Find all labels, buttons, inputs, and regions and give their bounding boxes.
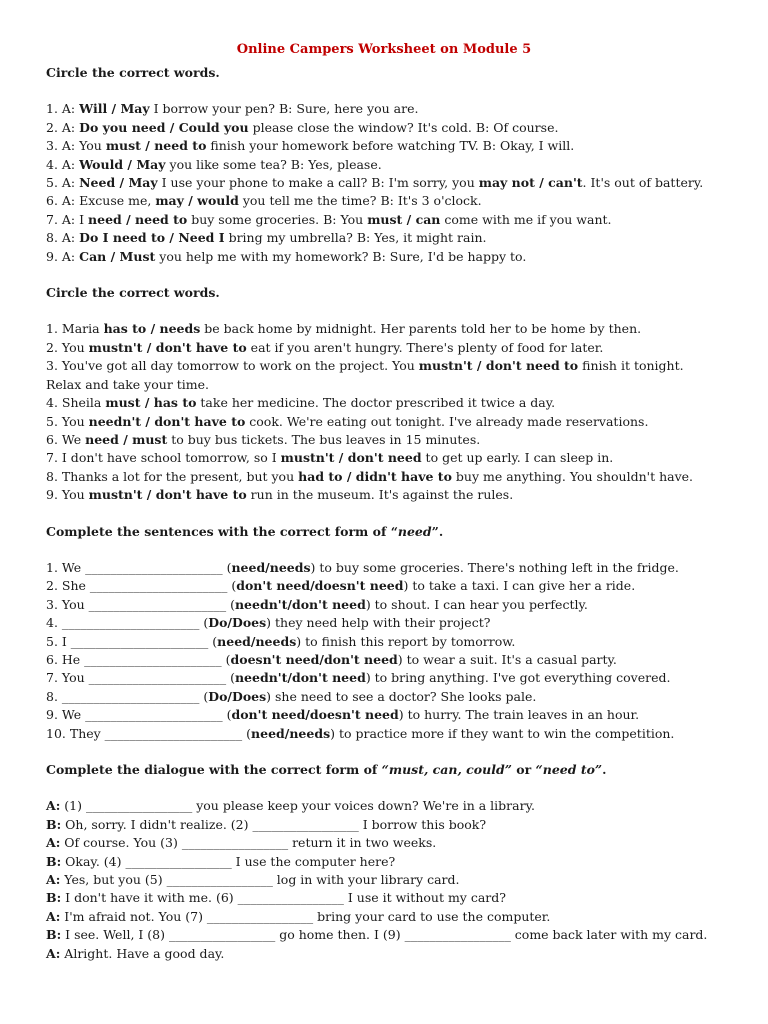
exercise-item <box>46 174 722 192</box>
text-run: ) they need help with their project? <box>266 615 491 631</box>
text-run: I don't have it with me. (6) _________________ I use it without my card? <box>61 890 506 906</box>
bold-text-run: A: <box>46 945 61 961</box>
text-run: ) to take a taxi. I can give her a ride. <box>403 578 636 594</box>
text-run: 4. A: <box>46 156 80 172</box>
text-run: to buy bus tickets. The bus leaves in 15 minutes. <box>167 431 481 447</box>
exercise-item <box>46 229 722 247</box>
exercise-item <box>46 816 722 834</box>
section-heading <box>46 523 722 541</box>
bold-text-run: Do you need / Could you <box>79 119 249 135</box>
bold-text-run: Will / May <box>79 101 150 117</box>
exercise-item <box>46 339 722 357</box>
bold-text-run: needn't/don't need <box>234 596 366 612</box>
exercise-item <box>46 413 722 431</box>
text-run: I'm afraid not. You (7) _________________ bring your card to use the computer. <box>60 908 551 924</box>
exercise-item <box>46 834 722 852</box>
exercise-item <box>46 577 722 595</box>
exercise-item <box>46 853 722 871</box>
text-run: 3. You ______________________ ( <box>46 596 235 612</box>
text-run: 10. They ______________________ ( <box>46 725 252 741</box>
text-run: 3. You've got all day tomorrow to work on the project. You <box>46 358 419 374</box>
text-run: ) to practice more if they want to win the competition. <box>330 725 675 741</box>
bold-text-run: need / must <box>85 431 168 447</box>
text-run: 1. We ______________________ ( <box>46 559 232 575</box>
text-run: 7. I don't have school tomorrow, so I <box>46 450 281 466</box>
text-run: 8. ______________________ ( <box>46 688 209 704</box>
bold-text-run: mustn't / don't need to <box>418 358 579 374</box>
exercise-item <box>46 468 722 486</box>
text-run: Oh, sorry. I didn't realize. (2) _________________ I borrow this book? <box>61 816 487 832</box>
text-run: be back home by midnight. Her parents told her to be home by then. <box>200 321 642 337</box>
text-run: 7. A: I <box>46 211 89 227</box>
text-run: 8. A: <box>46 230 80 246</box>
italic-text-run: “must, can, could” <box>381 762 512 777</box>
text-run: ) she need to see a doctor? She looks pale. <box>266 688 537 704</box>
exercise-item <box>46 156 722 174</box>
exercise-item <box>46 706 722 724</box>
bold-text-run: A: <box>46 908 61 924</box>
text-run: 9. You <box>46 487 89 503</box>
bold-text-run: must / has to <box>105 395 197 411</box>
exercise-item <box>46 908 722 926</box>
text-run: ) to bring anything. I've got everything covered. <box>365 670 671 686</box>
text-run: 4. Sheila <box>46 395 106 411</box>
bold-text-run: had to / didn't have to <box>298 468 452 484</box>
bold-text-run: mustn't / don't need <box>280 450 422 466</box>
section-heading <box>46 761 722 779</box>
bold-text-run: must / can <box>367 211 441 227</box>
bold-text-run: A: <box>46 872 61 888</box>
exercise-item <box>46 486 722 504</box>
text-run: 5. You <box>46 413 89 429</box>
exercise-item <box>46 633 722 651</box>
text-run: Okay. (4) _________________ I use the computer here? <box>61 853 396 869</box>
text-run: finish it tonight. Relax and take your time. <box>46 358 684 392</box>
bold-text-run: may / would <box>155 193 239 209</box>
bold-text-run: need/needs <box>251 725 331 741</box>
exercise-item <box>46 357 722 394</box>
exercise-item <box>46 797 722 815</box>
text-run: finish your homework before watching TV. B: Okay, I will. <box>206 138 575 154</box>
text-run: 2. A: <box>46 119 80 135</box>
text-run: 9. A: <box>46 248 80 264</box>
bold-text-run: must / need to <box>105 138 207 154</box>
text-run: . <box>602 762 607 777</box>
text-run: Of course. You (3) _________________ return it in two weeks. <box>60 835 437 851</box>
text-run: 3. A: You <box>46 138 106 154</box>
bold-text-run: don't need/doesn't need <box>231 707 399 723</box>
text-run: run in the museum. It's against the rules. <box>246 487 514 503</box>
exercise-item <box>46 211 722 229</box>
text-run: 6. He ______________________ ( <box>46 651 231 667</box>
text-run: 2. You <box>46 339 89 355</box>
exercise-item <box>46 320 722 338</box>
text-run: 4. ______________________ ( <box>46 615 209 631</box>
exercise-item <box>46 614 722 632</box>
exercise-item <box>46 596 722 614</box>
text-run: ) to wear a suit. It's a casual party. <box>397 651 617 667</box>
bold-text-run: Do/Does <box>208 688 267 704</box>
bold-text-run: Can / Must <box>79 248 156 264</box>
bold-text-run: Need / May <box>79 175 158 191</box>
text-run: buy me anything. You shouldn't have. <box>451 468 694 484</box>
text-run: you like some tea? B: Yes, please. <box>165 156 382 172</box>
text-run: 6. We <box>46 431 86 447</box>
worksheet-title: Online Campers Worksheet on Module 5 <box>236 42 532 57</box>
bold-text-run: may not / can't <box>478 175 583 191</box>
text-run: 6. A: Excuse me, <box>46 193 156 209</box>
text-run: Complete the sentences with the correct form of “ <box>46 523 398 539</box>
text-run: 9. We ______________________ ( <box>46 707 232 723</box>
text-run: you help me with my homework? B: Sure, I'd be happy to. <box>155 248 527 264</box>
text-run: Complete the dialogue with the correct form of <box>46 762 382 777</box>
bold-text-run: Would / May <box>79 156 166 172</box>
bold-text-run: has to / needs <box>103 321 201 337</box>
text-run: cook. We're eating out tonight. I've already made reservations. <box>245 413 649 429</box>
text-run: 5. A: <box>46 175 80 191</box>
exercise-item <box>46 889 722 907</box>
exercise-item <box>46 669 722 687</box>
text-run: you tell me the time? B: It's 3 o'clock. <box>238 193 482 209</box>
text-run: . It's out of battery. <box>582 175 704 191</box>
text-run: eat if you aren't hungry. There's plenty of food for later. <box>246 339 604 355</box>
bold-text-run: A: <box>46 798 61 814</box>
text-run: (1) _________________ you please keep your voices down? We're in a library. <box>60 798 535 814</box>
italic-text-run: “need to” <box>535 762 603 777</box>
exercise-item <box>46 449 722 467</box>
exercise-item <box>46 559 722 577</box>
bold-text-run: B: <box>46 927 62 943</box>
text-run: Yes, but you (5) _________________ log in with your library card. <box>60 872 460 888</box>
bold-text-run: mustn't / don't have to <box>88 339 247 355</box>
text-run: 7. You ______________________ ( <box>46 670 235 686</box>
exercise-item <box>46 945 722 963</box>
bold-text-run: B: <box>46 853 62 869</box>
exercise-list <box>46 559 722 743</box>
italic-text-run: need <box>397 523 432 539</box>
bold-text-run: needn't / don't have to <box>88 413 246 429</box>
bold-text-run: doesn't need/don't need <box>230 651 398 667</box>
text-run: I see. Well, I (8) _________________ go home then. I (9) _________________ come back later with my card. <box>61 927 708 943</box>
text-run: ) to buy some groceries. There's nothing left in the fridge. <box>310 559 679 575</box>
exercise-item <box>46 431 722 449</box>
section-heading <box>46 64 722 82</box>
text-run: take her medicine. The doctor prescribed it twice a day. <box>196 395 556 411</box>
exercise-item <box>46 192 722 210</box>
bold-text-run: need / need to <box>88 211 188 227</box>
text-run: or <box>511 762 536 777</box>
section-heading <box>46 284 722 302</box>
bold-text-run: Do/Does <box>208 615 267 631</box>
text-run: 2. She ______________________ ( <box>46 578 237 594</box>
text-run: Circle the correct words. <box>46 285 220 301</box>
text-run: come with me if you want. <box>440 211 612 227</box>
text-run: ) to shout. I can hear you perfectly. <box>365 596 588 612</box>
bold-text-run: needn't/don't need <box>234 670 366 686</box>
bold-text-run: mustn't / don't have to <box>88 487 247 503</box>
exercise-item <box>46 871 722 889</box>
text-run: Alright. Have a good day. <box>60 945 225 961</box>
text-run: 1. A: <box>46 101 80 117</box>
worksheet-sections <box>46 64 722 963</box>
text-run: 5. I ______________________ ( <box>46 633 218 649</box>
exercise-list <box>46 797 722 963</box>
text-run: please close the window? It's cold. B: Of course. <box>248 119 559 135</box>
exercise-list <box>46 100 722 266</box>
exercise-item <box>46 651 722 669</box>
text-run: ) to finish this report by tomorrow. <box>296 633 516 649</box>
exercise-item <box>46 725 722 743</box>
exercise-item <box>46 119 722 137</box>
bold-text-run: need/needs <box>217 633 297 649</box>
text-run: 8. Thanks a lot for the present, but you <box>46 468 299 484</box>
text-run: I borrow your pen? B: Sure, here you are. <box>149 101 419 117</box>
text-run: 1. Maria <box>46 321 104 337</box>
bold-text-run: Do I need to / Need I <box>79 230 225 246</box>
text-run: I use your phone to make a call? B: I'm sorry, you <box>157 175 479 191</box>
exercise-item <box>46 926 722 944</box>
exercise-list <box>46 320 722 504</box>
bold-text-run: need/needs <box>231 559 311 575</box>
text-run: to get up early. I can sleep in. <box>421 450 614 466</box>
text-run: bring my umbrella? B: Yes, it might rain. <box>224 230 487 246</box>
text-run: buy some groceries. B: You <box>187 211 368 227</box>
exercise-item <box>46 688 722 706</box>
exercise-item <box>46 394 722 412</box>
text-run: ”. <box>431 523 444 539</box>
bold-text-run: B: <box>46 816 62 832</box>
exercise-item <box>46 248 722 266</box>
bold-text-run: don't need/doesn't need <box>236 578 404 594</box>
bold-text-run: A: <box>46 835 61 851</box>
exercise-item <box>46 100 722 118</box>
exercise-item <box>46 137 722 155</box>
bold-text-run: B: <box>46 890 62 906</box>
text-run: Circle the correct words. <box>46 65 220 80</box>
text-run: ) to hurry. The train leaves in an hour. <box>398 707 640 723</box>
